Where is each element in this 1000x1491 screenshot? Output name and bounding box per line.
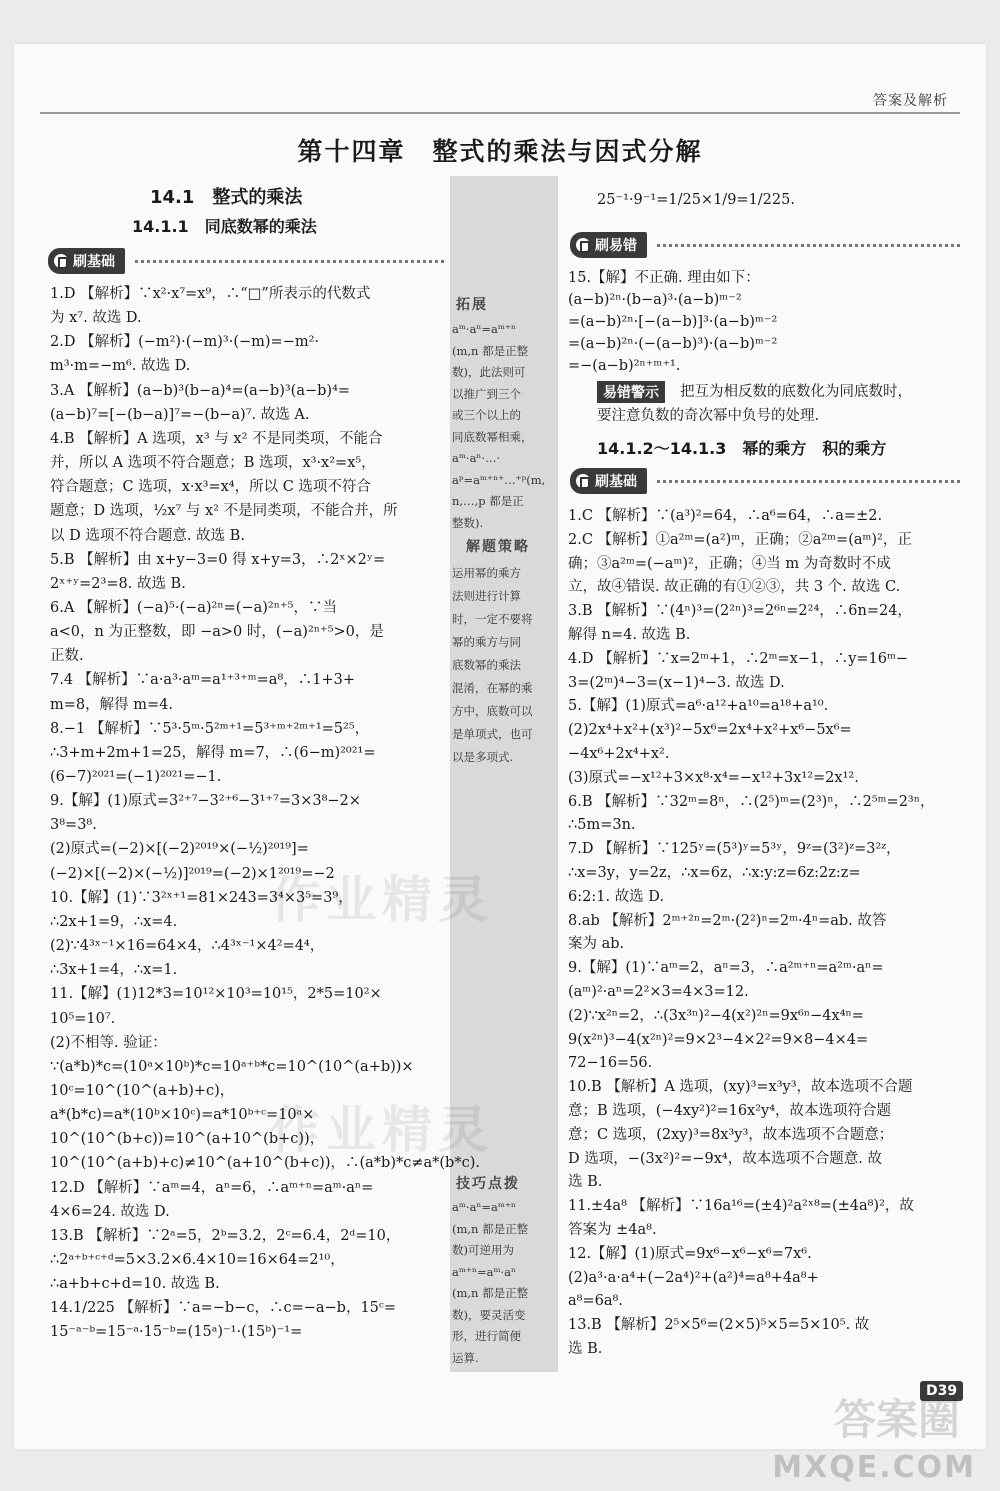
side-title-extension: 拓展 [456, 297, 488, 313]
side-note-line: 以是多项式. [452, 750, 514, 764]
side-note-line: 数)，要灵活变 [452, 1307, 526, 1322]
answer-line: 2ˣ⁺ʸ=2³=8. 故选 B. [50, 575, 186, 592]
answer-line: 3.B 【解析】∵(4ⁿ)³=(2²ⁿ)³=2⁶ⁿ=2²⁴，∴6n=24， [568, 603, 912, 620]
side-note-line: 运算. [452, 1350, 479, 1365]
answer-line: D 选项，−(3x²)²=−9x⁴，故本选项不合题意. 故 [568, 1150, 882, 1167]
answer-line: 5.B 【解析】由 x+y−3=0 得 x+y=3，∴2ˣ×2ʸ= [50, 551, 386, 568]
answer-line: a<0，n 为正整数，即 −a>0 时，(−a)²ⁿ⁺⁵>0，是 [50, 624, 384, 641]
answer-line: 9.【解】(1)原式=3²⁺⁷−3²⁺⁶−3¹⁺⁷=3×3⁸−2× [50, 793, 361, 810]
side-note-line: 数)可逆用为 [452, 1243, 514, 1257]
answer-line: 正数. [50, 648, 84, 665]
answer-line: 10⁵=10⁷. [50, 1010, 116, 1027]
answer-line: 3⁸=3⁸. [50, 817, 97, 834]
answer-line: (−2)×[(−2)×(−½)]²⁰¹⁹=(−2)×1²⁰¹⁹=−2 [50, 865, 335, 882]
answer-line: ∴2x+1=9，∴x=4. [50, 913, 178, 930]
dotted-rule [657, 244, 960, 247]
section-heading-14-1: 14.1 整式的乘法 [150, 187, 303, 208]
answer-line: 并，所以 A 选项不符合题意；B 选项，x³·x²=x⁵， [50, 455, 376, 472]
answer-line: 9(x²ⁿ)³−4(x²ⁿ)²=9×2³−4×2²=9×8−4×4= [568, 1031, 869, 1048]
side-note-line: 幂的乘方与同 [452, 635, 521, 649]
answer-line: 15⁻ᵃ⁻ᵇ=15⁻ᵃ·15⁻ᵇ=(15ᵃ)⁻¹·(15ᵇ)⁻¹= [50, 1324, 303, 1341]
watermark-logo: 答案圈 [833, 1395, 960, 1444]
answer-line: 8.−1 【解析】∵5³·5ᵐ·5²ᵐ⁺¹=5³⁺ᵐ⁺²ᵐ⁺¹=5²⁵， [50, 720, 370, 737]
answer-line: (3)原式=−x¹²+3×x⁸·x⁴=−x¹²+3x¹²=2x¹². [568, 769, 859, 786]
answer-line: 1.D 【解析】∵x²·x⁷=x⁹，∴“□”所表示的代数式 [50, 286, 371, 302]
side-note-line: 或三个以上的 [452, 408, 521, 422]
answer-line: 立，故④错误. 故正确的有①②③，共 3 个. 故选 C. [568, 579, 901, 596]
side-note-line: 方中，底数可以 [452, 704, 533, 718]
side-note-line: (m,n 都是正整 [452, 343, 529, 358]
error-answer-line: =(a−b)²ⁿ·(−(a−b)³)·(a−b)ᵐ⁻² [568, 336, 778, 352]
answer-line: (6−7)²⁰²¹=(−1)²⁰²¹=−1. [50, 769, 222, 785]
answer-line: 12.D 【解析】∵aᵐ=4，aⁿ=6，∴aᵐ⁺ⁿ=aᵐ·aⁿ= [50, 1179, 374, 1196]
answer-line: 8.ab 【解析】2ᵐ⁺²ⁿ=2ᵐ·(2²)ⁿ=2ᵐ·4ⁿ=ab. 故答 [568, 912, 887, 929]
basic-tag-right [570, 468, 960, 494]
answer-line: 13.B 【解析】2⁵×5⁶=(2×5)⁵×5=5×10⁵. 故 [568, 1317, 870, 1334]
answer-line: 确；③a²ᵐ=(−aᵐ)²，正确；④当 m 为奇数时不成 [568, 555, 891, 572]
side-note-line: 数)，此法则可 [452, 365, 526, 379]
answer-line: 10.B 【解析】A 选项，(xy)³=x³y³，故本选项不合题 [568, 1079, 913, 1096]
pencil-icon [576, 238, 590, 252]
answer-line: 6.A 【解析】(−a)⁵·(−a)²ⁿ=(−a)²ⁿ⁺⁵，∵当 [50, 599, 337, 616]
answer-line: 10^(10^(b+c))=10^(a+10^(b+c))， [50, 1131, 325, 1148]
warning-badge: 易错警示 [597, 381, 665, 403]
side-note-line: 以推广到三个 [452, 386, 521, 401]
basic-tag-label: 刷基础 [595, 474, 637, 490]
answer-line: m³·m=−m⁶. 故选 D. [50, 358, 191, 375]
answer-line: 7.D 【解析】∵125ʸ=(5³)ʸ=5³ʸ，9ᶻ=(3²)ᶻ=3²ᶻ， [568, 841, 901, 858]
answer-line: 以 D 选项不符合题意. 故选 B. [50, 527, 245, 544]
side-note-line: 底数幂的乘法 [452, 658, 521, 672]
error-badge [570, 232, 647, 258]
answer-line: a⁸=6a⁸. [568, 1293, 623, 1310]
side-note-line: 混淆，在幂的乘 [452, 681, 533, 695]
pencil-icon [54, 254, 68, 268]
basic-badge [570, 468, 647, 494]
answer-line: ∴2ᵃ⁺ᵇ⁺ᶜ⁺ᵈ=5×3.2×6.4×10=16×64=2¹⁰， [50, 1252, 345, 1268]
answer-line: 题意；D 选项，½x⁷ 与 x² 不是同类项，不能合并，所 [50, 503, 398, 520]
answer-line: 选 B. [568, 1174, 603, 1191]
answer-line: 5.【解】(1)原式=a⁶·a¹²+a¹⁰=a¹⁸+a¹⁰. [568, 698, 829, 715]
answer-line: 为 x⁷. 故选 D. [50, 310, 142, 327]
answer-line: ∴a+b+c+d=10. 故选 B. [50, 1276, 220, 1293]
side-title-strategy: 解题策略 [466, 539, 530, 555]
answer-line: (2)∵4³ˣ⁻¹×16=64×4，∴4³ˣ⁻¹×4²=4⁴， [50, 938, 325, 955]
answer-line: 意；B 选项，(−4xy²)²=16x²y⁴，故本选项符合题 [568, 1103, 892, 1119]
side-note-line: (m,n 都是正整 [452, 1221, 529, 1236]
side-title-tips: 技巧点拨 [456, 1176, 520, 1192]
error-answer-line: =(a−b)²ⁿ·[−(a−b)]³·(a−b)ᵐ⁻² [568, 314, 778, 330]
side-note-line: n,…,p 都是正 [452, 494, 524, 508]
warning-text-1: 把互为相反数的底数化为同底数时， [680, 384, 912, 400]
answer-line: 3.A 【解析】(a−b)³(b−a)⁴=(a−b)³(a−b)⁴= [50, 382, 351, 399]
answer-line: 13.B 【解析】∵2ᵃ=5，2ᵇ=3.2，2ᶜ=6.4，2ᵈ=10， [50, 1227, 401, 1244]
header-label: 答案及解析 [873, 93, 948, 109]
dotted-rule [657, 480, 960, 483]
answer-line: a*(b*c)=a*(10ᵇ×10ᶜ)=a*10ᵇ⁺ᶜ=10ᵃ× [50, 1107, 315, 1124]
answer-line: 6:2:1. 故选 D. [568, 888, 664, 905]
answer-line: (2)a³·a·a⁴+(−2a⁴)²+(a²)⁴=a⁸+4a⁸+ [568, 1269, 819, 1286]
answer-line: 案为 ab. [568, 936, 625, 953]
answer-line: 7.4 【解析】∵a·a³·aᵐ=a¹⁺³⁺ᵐ=a⁸，∴1+3+ [50, 672, 356, 689]
answer-line: 2.C 【解析】①a²ᵐ=(a²)ᵐ，正确；②a²ᵐ=(aᵐ)²，正 [568, 531, 912, 548]
answer-line: m=8，解得 m=4. [50, 696, 173, 713]
side-note-line: (m,n 都是正整 [452, 1286, 529, 1300]
answer-line: 3=(2ᵐ)⁴−3=(x−1)⁴−3. 故选 D. [568, 674, 785, 691]
side-note-line: 同底数幂相乘， [452, 429, 533, 444]
basic-badge [48, 248, 125, 274]
answer-line: (2)∵x²ⁿ=2，∴(3x³ⁿ)²−4(x²)²ⁿ=9x⁶ⁿ−4x⁴ⁿ= [568, 1007, 864, 1024]
error-answer-line: =−(a−b)²ⁿ⁺ᵐ⁺¹. [568, 358, 681, 374]
warning-text-2: 要注意负数的奇次幂中负号的处理. [597, 408, 820, 424]
header-rule [40, 112, 960, 114]
watermark-2: 作业精灵 [270, 1101, 494, 1159]
side-note-line: aᵖ=aᵐ⁺ⁿ⁺…⁺ᵖ(m, [452, 472, 546, 487]
basic-tag-label: 刷基础 [73, 254, 115, 270]
answer-line: 4.B 【解析】A 选项，x³ 与 x² 不是同类项，不能合 [50, 430, 383, 447]
side-note-line: aᵐ·aⁿ·…· [452, 451, 501, 465]
answer-line: 4.D 【解析】∵x=2ᵐ+1，∴2ᵐ=x−1，∴y=16ᵐ− [568, 650, 909, 667]
chapter-title: 第十四章 整式的乘法与因式分解 [297, 137, 703, 166]
answer-line: 10ᶜ=10^(10^(a+b)+c)， [50, 1082, 235, 1099]
dotted-rule [135, 260, 444, 263]
answer-line: 解得 n=4. 故选 B. [568, 627, 691, 643]
side-note-line: 形，进行简便 [452, 1329, 521, 1343]
error-answer-line: (a−b)²ⁿ·(b−a)³·(a−b)ᵐ⁻² [568, 292, 742, 308]
answer-line: 9.【解】(1)∵aᵐ=2，aⁿ=3，∴a²ᵐ⁺ⁿ=a²ᵐ·aⁿ= [568, 960, 884, 977]
answer-line: 10^(10^(a+b)+c)≠10^(a+10^(b+c))，∴(a*b)*c≠a*(b*c). [50, 1155, 480, 1172]
side-note-line: 运用幂的乘方 [452, 566, 521, 580]
answer-line: 意；C 选项，(2xy)³=8x³y³，故本选项不合题意； [568, 1126, 894, 1143]
answer-line: −4x⁶+2x⁴+x². [568, 746, 670, 762]
pencil-icon [576, 474, 590, 488]
error-tag-label: 刷易错 [595, 238, 637, 254]
side-note-line: 是单项式，也可 [452, 727, 533, 741]
answer-14-continuation: 25⁻¹·9⁻¹=1/25×1/9=1/225. [597, 192, 795, 208]
section-heading-14-1-2: 14.1.2～14.1.3 幂的乘方 积的乘方 [597, 439, 887, 458]
answer-line: (2)不相等. 验证： [50, 1034, 167, 1051]
side-note-line: 整数). [452, 515, 484, 530]
answer-line: 2.D 【解析】(−m²)·(−m)³·(−m)=−m²· [50, 334, 320, 351]
side-note-line: aᵐ⁺ⁿ=aᵐ·aⁿ [452, 1264, 516, 1279]
page-number: D39 [920, 1381, 963, 1401]
answer-line: 12.【解】(1)原式=9x⁶−x⁶−x⁶=7x⁶. [568, 1245, 812, 1262]
answer-line: 4×6=24. 故选 D. [50, 1203, 170, 1220]
answer-line: 10.【解】(1)∵3²ˣ⁺¹=81×243=3⁴×3⁵=3⁹， [50, 889, 353, 906]
error-tag [570, 232, 960, 258]
side-note-line: aᵐ·aⁿ=aᵐ⁺ⁿ [452, 1200, 516, 1214]
answer-line: 11.±4a⁸ 【解析】∵16a¹⁶=(±4)²a²ˣ⁸=(±4a⁸)²，故 [568, 1198, 914, 1215]
answer-line: (2)原式=(−2)×[(−2)²⁰¹⁹×(−½)²⁰¹⁹]= [50, 841, 309, 858]
answer-line: (a−b)⁷=[−(b−a)]⁷=−(b−a)⁷. 故选 A. [50, 406, 310, 423]
answer-line: ∴x=3y，y=2z，∴x=6z，∴x:y:z=6z:2z:z= [568, 865, 861, 881]
side-note-line: 法则进行计算 [452, 589, 521, 603]
answer-line: 72−16=56. [568, 1055, 653, 1072]
answer-line: ∴5m=3n. [568, 817, 636, 834]
answer-line: (2)2x⁴+x²+(x³)²−5x⁶=2x⁴+x²+x⁶−5x⁶= [568, 722, 852, 739]
answer-line: 符合题意；C 选项，x·x³=x⁴，所以 C 选项不符合 [50, 479, 371, 496]
side-note-line: aᵐ·aⁿ=aᵐ⁺ⁿ [452, 322, 516, 336]
answer-line: 选 B. [568, 1341, 603, 1357]
answer-line: ∴3+m+2m+1=25，解得 m=7，∴(6−m)²⁰²¹= [50, 744, 376, 761]
answer-line: 1.C 【解析】∵(a³)²=64，∴a⁶=64，∴a=±2. [568, 508, 883, 524]
basic-tag-left [48, 248, 444, 274]
answer-line: 14.1/225 【解析】∵a=−b−c，∴c=−a−b，15ᶜ= [50, 1300, 397, 1317]
section-heading-14-1-1: 14.1.1 同底数幂的乘法 [132, 217, 317, 236]
answer-line: ∴3x+1=4，∴x=1. [50, 962, 178, 979]
error-answer-line: 15.【解】不正确. 理由如下： [568, 270, 760, 286]
answer-line: 6.B 【解析】∵32ᵐ=8ⁿ，∴(2⁵)ᵐ=(2³)ⁿ，∴2⁵ᵐ=2³ⁿ， [568, 793, 935, 810]
watermark-1: 作业精灵 [270, 871, 494, 929]
watermark-site: MXQE.COM [772, 1450, 976, 1485]
answer-line: 答案为 ±4a⁸. [568, 1222, 657, 1238]
answer-line: ∵(a*b)*c=(10ᵃ×10ᵇ)*c=10ᵃ⁺ᵇ*c=10^(10^(a+b))× [50, 1058, 414, 1075]
answer-line: 11.【解】(1)12*3=10¹²×10³=10¹⁵，2*5=10²× [50, 986, 382, 1003]
answer-line: (aᵐ)²·aⁿ=2²×3=4×3=12. [568, 984, 749, 1000]
side-note-line: 时，一定不要将 [452, 612, 533, 626]
